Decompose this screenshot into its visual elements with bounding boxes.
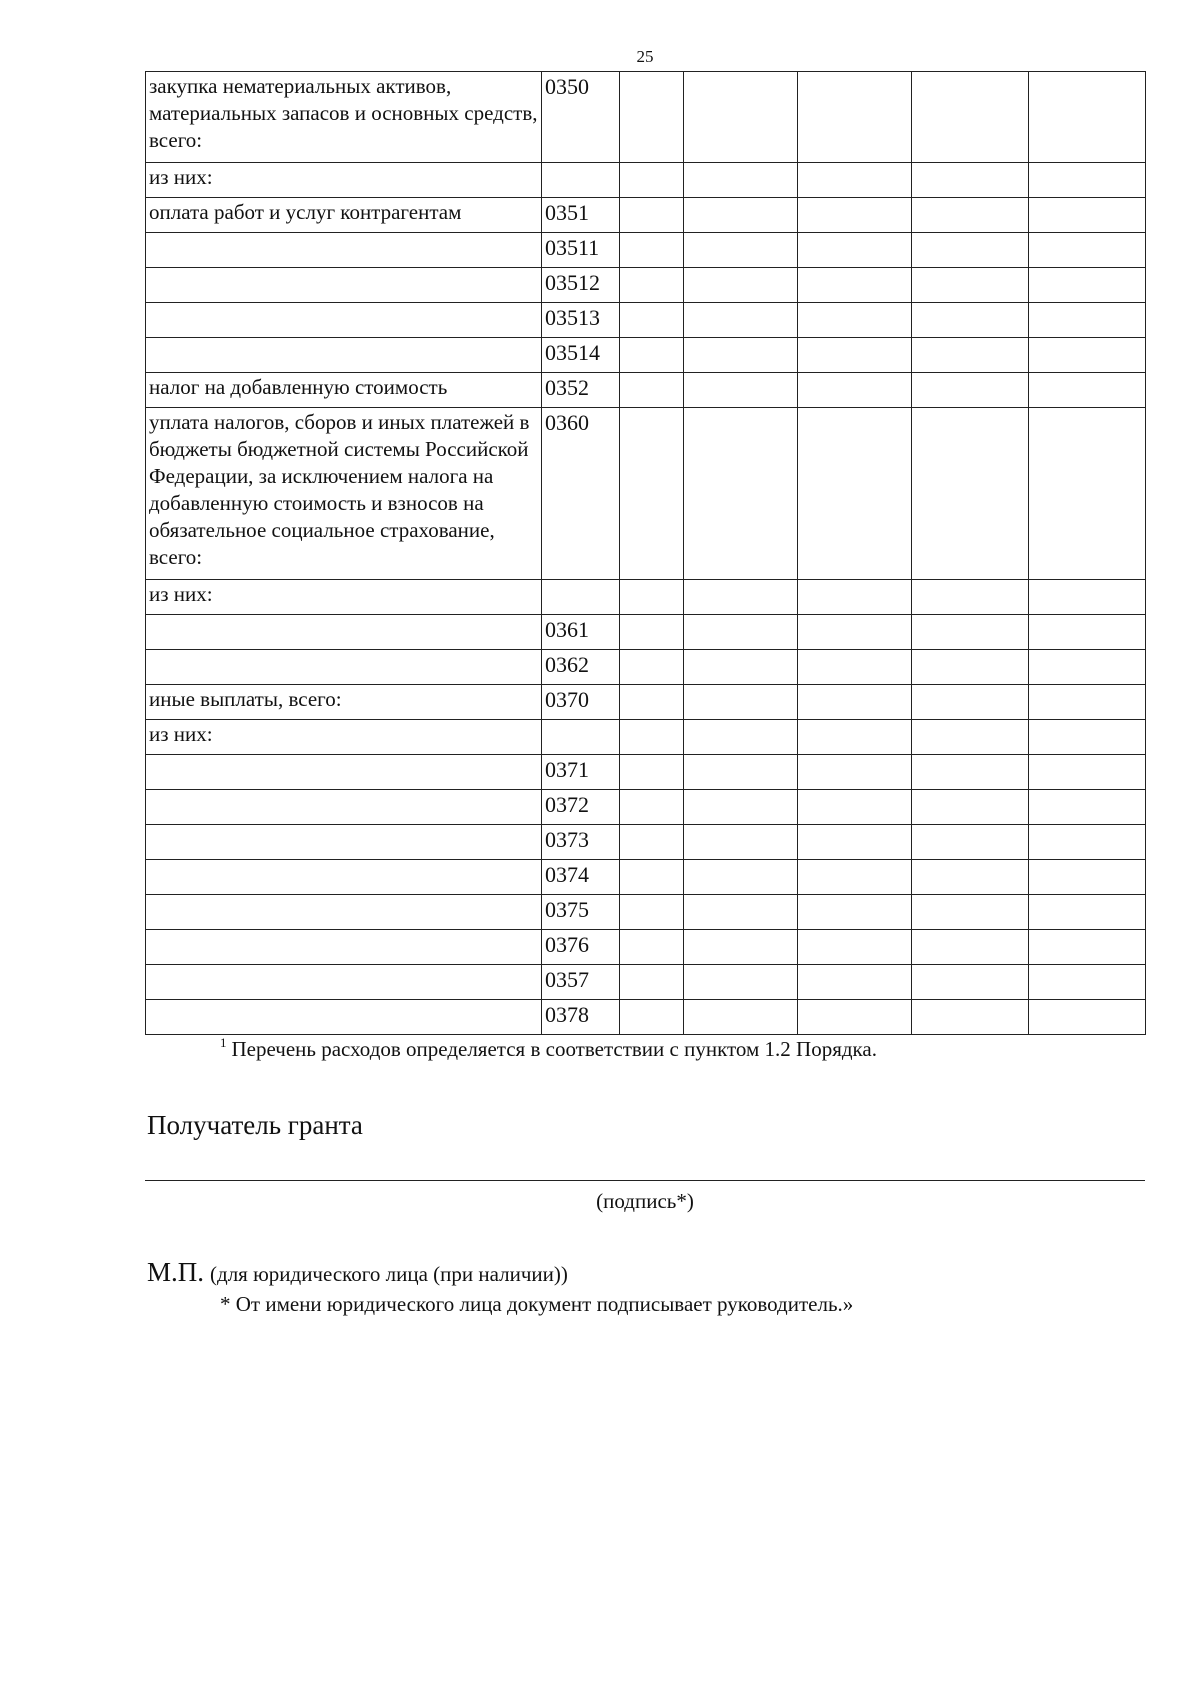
value-cell[interactable]	[620, 1000, 684, 1035]
value-cell[interactable]	[912, 338, 1029, 373]
row-code: 03512	[542, 268, 620, 303]
value-cell[interactable]	[912, 408, 1029, 580]
value-cell[interactable]	[620, 860, 684, 895]
value-cell[interactable]	[684, 233, 798, 268]
value-cell[interactable]	[684, 303, 798, 338]
value-cell[interactable]	[912, 895, 1029, 930]
value-cell[interactable]	[1029, 790, 1146, 825]
value-cell[interactable]	[1029, 685, 1146, 720]
value-cell[interactable]	[620, 233, 684, 268]
row-label: закупка нематериальных активов, материальных запасов и основных средств, всего:	[146, 72, 542, 163]
value-cell[interactable]	[1029, 198, 1146, 233]
footnote-text: Перечень расходов определяется в соответствии с пунктом 1.2 Порядка.	[231, 1037, 878, 1061]
value-cell[interactable]	[912, 233, 1029, 268]
value-cell[interactable]	[620, 303, 684, 338]
row-code: 0373	[542, 825, 620, 860]
value-cell[interactable]	[620, 790, 684, 825]
stamp-line	[147, 1257, 568, 1288]
value-cell[interactable]	[912, 650, 1029, 685]
value-cell[interactable]	[912, 373, 1029, 408]
value-cell[interactable]	[684, 650, 798, 685]
row-code: 0375	[542, 895, 620, 930]
value-cell[interactable]	[1029, 860, 1146, 895]
table-row	[146, 965, 1146, 1000]
value-cell[interactable]	[620, 72, 684, 163]
value-cell[interactable]	[1029, 965, 1146, 1000]
value-cell[interactable]	[620, 720, 684, 755]
row-code: 0357	[542, 965, 620, 1000]
value-cell[interactable]	[684, 790, 798, 825]
row-label	[146, 338, 542, 373]
value-cell[interactable]	[1029, 755, 1146, 790]
value-cell[interactable]	[684, 163, 798, 198]
row-label: из них:	[146, 580, 542, 615]
value-cell[interactable]	[620, 895, 684, 930]
row-code: 0362	[542, 650, 620, 685]
row-code: 0352	[542, 373, 620, 408]
value-cell[interactable]	[912, 685, 1029, 720]
value-cell[interactable]	[912, 1000, 1029, 1035]
value-cell[interactable]	[684, 965, 798, 1000]
value-cell[interactable]	[912, 268, 1029, 303]
value-cell[interactable]	[1029, 1000, 1146, 1035]
value-cell[interactable]	[798, 1000, 912, 1035]
row-code: 0376	[542, 930, 620, 965]
row-code	[542, 720, 620, 755]
row-label	[146, 268, 542, 303]
value-cell[interactable]	[912, 615, 1029, 650]
row-code	[542, 580, 620, 615]
row-code: 0378	[542, 1000, 620, 1035]
table-row	[146, 720, 1146, 755]
value-cell[interactable]	[798, 720, 912, 755]
table-row	[146, 580, 1146, 615]
row-label	[146, 303, 542, 338]
value-cell[interactable]	[912, 755, 1029, 790]
value-cell[interactable]	[684, 895, 798, 930]
row-code	[542, 163, 620, 198]
row-code: 03513	[542, 303, 620, 338]
value-cell[interactable]	[684, 825, 798, 860]
value-cell[interactable]	[1029, 338, 1146, 373]
value-cell[interactable]	[1029, 895, 1146, 930]
table-row	[146, 825, 1146, 860]
table-row	[146, 233, 1146, 268]
row-code: 0370	[542, 685, 620, 720]
value-cell[interactable]	[912, 163, 1029, 198]
table-row	[146, 338, 1146, 373]
table-row	[146, 72, 1146, 163]
table-row	[146, 685, 1146, 720]
value-cell[interactable]	[684, 1000, 798, 1035]
page-number: 25	[636, 47, 654, 66]
value-cell[interactable]	[684, 338, 798, 373]
row-label	[146, 615, 542, 650]
value-cell[interactable]	[912, 965, 1029, 1000]
value-cell[interactable]	[620, 198, 684, 233]
row-code: 0371	[542, 755, 620, 790]
row-label	[146, 650, 542, 685]
row-label	[146, 790, 542, 825]
expenses-table	[145, 71, 1146, 1035]
value-cell[interactable]	[620, 755, 684, 790]
expenses-table-body	[146, 72, 1146, 1035]
value-cell[interactable]	[798, 72, 912, 163]
value-cell[interactable]	[798, 930, 912, 965]
value-cell[interactable]	[684, 580, 798, 615]
row-code: 0351	[542, 198, 620, 233]
stamp-label: М.П.	[147, 1257, 205, 1287]
row-label	[146, 1000, 542, 1035]
value-cell[interactable]	[620, 615, 684, 650]
row-label: оплата работ и услуг контрагентам	[146, 198, 542, 233]
value-cell[interactable]	[798, 373, 912, 408]
value-cell[interactable]	[684, 755, 798, 790]
table-row	[146, 615, 1146, 650]
row-label	[146, 233, 542, 268]
value-cell[interactable]	[684, 720, 798, 755]
value-cell[interactable]	[620, 338, 684, 373]
value-cell[interactable]	[1029, 825, 1146, 860]
value-cell[interactable]	[912, 930, 1029, 965]
value-cell[interactable]	[684, 685, 798, 720]
value-cell[interactable]	[912, 825, 1029, 860]
value-cell[interactable]	[684, 408, 798, 580]
value-cell[interactable]	[684, 930, 798, 965]
row-label: налог на добавленную стоимость	[146, 373, 542, 408]
footnote	[220, 1035, 877, 1062]
table-row	[146, 163, 1146, 198]
table-row	[146, 755, 1146, 790]
row-label	[146, 930, 542, 965]
table-row	[146, 303, 1146, 338]
value-cell[interactable]	[1029, 408, 1146, 580]
value-cell[interactable]	[684, 72, 798, 163]
row-label: из них:	[146, 720, 542, 755]
table-row	[146, 790, 1146, 825]
value-cell[interactable]	[1029, 163, 1146, 198]
row-label: из них:	[146, 163, 542, 198]
value-cell[interactable]	[620, 268, 684, 303]
row-label	[146, 755, 542, 790]
row-label	[146, 825, 542, 860]
value-cell[interactable]	[1029, 233, 1146, 268]
value-cell[interactable]	[620, 685, 684, 720]
value-cell[interactable]	[620, 825, 684, 860]
value-cell[interactable]	[798, 965, 912, 1000]
grant-recipient-label: Получатель гранта	[147, 1110, 363, 1140]
value-cell[interactable]	[912, 720, 1029, 755]
table-row	[146, 895, 1146, 930]
value-cell[interactable]	[620, 580, 684, 615]
row-label	[146, 860, 542, 895]
table-row	[146, 650, 1146, 685]
table-row	[146, 373, 1146, 408]
value-cell[interactable]	[798, 163, 912, 198]
table-row	[146, 198, 1146, 233]
value-cell[interactable]	[684, 615, 798, 650]
value-cell[interactable]	[798, 338, 912, 373]
value-cell[interactable]	[912, 72, 1029, 163]
value-cell[interactable]	[1029, 268, 1146, 303]
table-row	[146, 860, 1146, 895]
value-cell[interactable]	[1029, 650, 1146, 685]
value-cell[interactable]	[798, 650, 912, 685]
value-cell[interactable]	[912, 580, 1029, 615]
table-row	[146, 268, 1146, 303]
signature-line	[145, 1180, 1145, 1181]
row-code: 0361	[542, 615, 620, 650]
value-cell[interactable]	[620, 650, 684, 685]
stamp-note: (для юридического лица (при наличии))	[210, 1262, 568, 1286]
row-code: 0374	[542, 860, 620, 895]
row-code: 0360	[542, 408, 620, 580]
value-cell[interactable]	[798, 755, 912, 790]
value-cell[interactable]	[684, 373, 798, 408]
value-cell[interactable]	[798, 268, 912, 303]
value-cell[interactable]	[798, 790, 912, 825]
value-cell[interactable]	[912, 860, 1029, 895]
row-code: 0372	[542, 790, 620, 825]
signature-caption: (подпись*)	[596, 1189, 694, 1213]
value-cell[interactable]	[1029, 930, 1146, 965]
row-code: 0350	[542, 72, 620, 163]
value-cell[interactable]	[798, 685, 912, 720]
table-row	[146, 1000, 1146, 1035]
value-cell[interactable]	[684, 198, 798, 233]
value-cell[interactable]	[912, 303, 1029, 338]
table-row	[146, 408, 1146, 580]
value-cell[interactable]	[798, 895, 912, 930]
value-cell[interactable]	[912, 198, 1029, 233]
footnote-marker: 1	[220, 1035, 227, 1050]
value-cell[interactable]	[1029, 720, 1146, 755]
row-label	[146, 965, 542, 1000]
value-cell[interactable]	[684, 860, 798, 895]
row-label: уплата налогов, сборов и иных платежей в бюджеты бюджетной системы Российской Федерации, за исключением налога на добавленную стоимость и взносов на обязательное социальное страхование, всего:	[146, 408, 542, 580]
value-cell[interactable]	[620, 965, 684, 1000]
value-cell[interactable]	[1029, 303, 1146, 338]
value-cell[interactable]	[684, 268, 798, 303]
value-cell[interactable]	[798, 408, 912, 580]
value-cell[interactable]	[1029, 72, 1146, 163]
value-cell[interactable]	[798, 580, 912, 615]
value-cell[interactable]	[798, 303, 912, 338]
value-cell[interactable]	[798, 198, 912, 233]
value-cell[interactable]	[1029, 373, 1146, 408]
row-label	[146, 895, 542, 930]
value-cell[interactable]	[798, 615, 912, 650]
row-code: 03511	[542, 233, 620, 268]
value-cell[interactable]	[798, 233, 912, 268]
row-label: иные выплаты, всего:	[146, 685, 542, 720]
value-cell[interactable]	[620, 163, 684, 198]
value-cell[interactable]	[620, 408, 684, 580]
value-cell[interactable]	[620, 930, 684, 965]
value-cell[interactable]	[798, 825, 912, 860]
value-cell[interactable]	[1029, 580, 1146, 615]
value-cell[interactable]	[912, 790, 1029, 825]
value-cell[interactable]	[620, 373, 684, 408]
row-code: 03514	[542, 338, 620, 373]
value-cell[interactable]	[798, 860, 912, 895]
table-row	[146, 930, 1146, 965]
signature-note: * От имени юридического лица документ подписывает руководитель.»	[220, 1292, 854, 1316]
value-cell[interactable]	[1029, 615, 1146, 650]
